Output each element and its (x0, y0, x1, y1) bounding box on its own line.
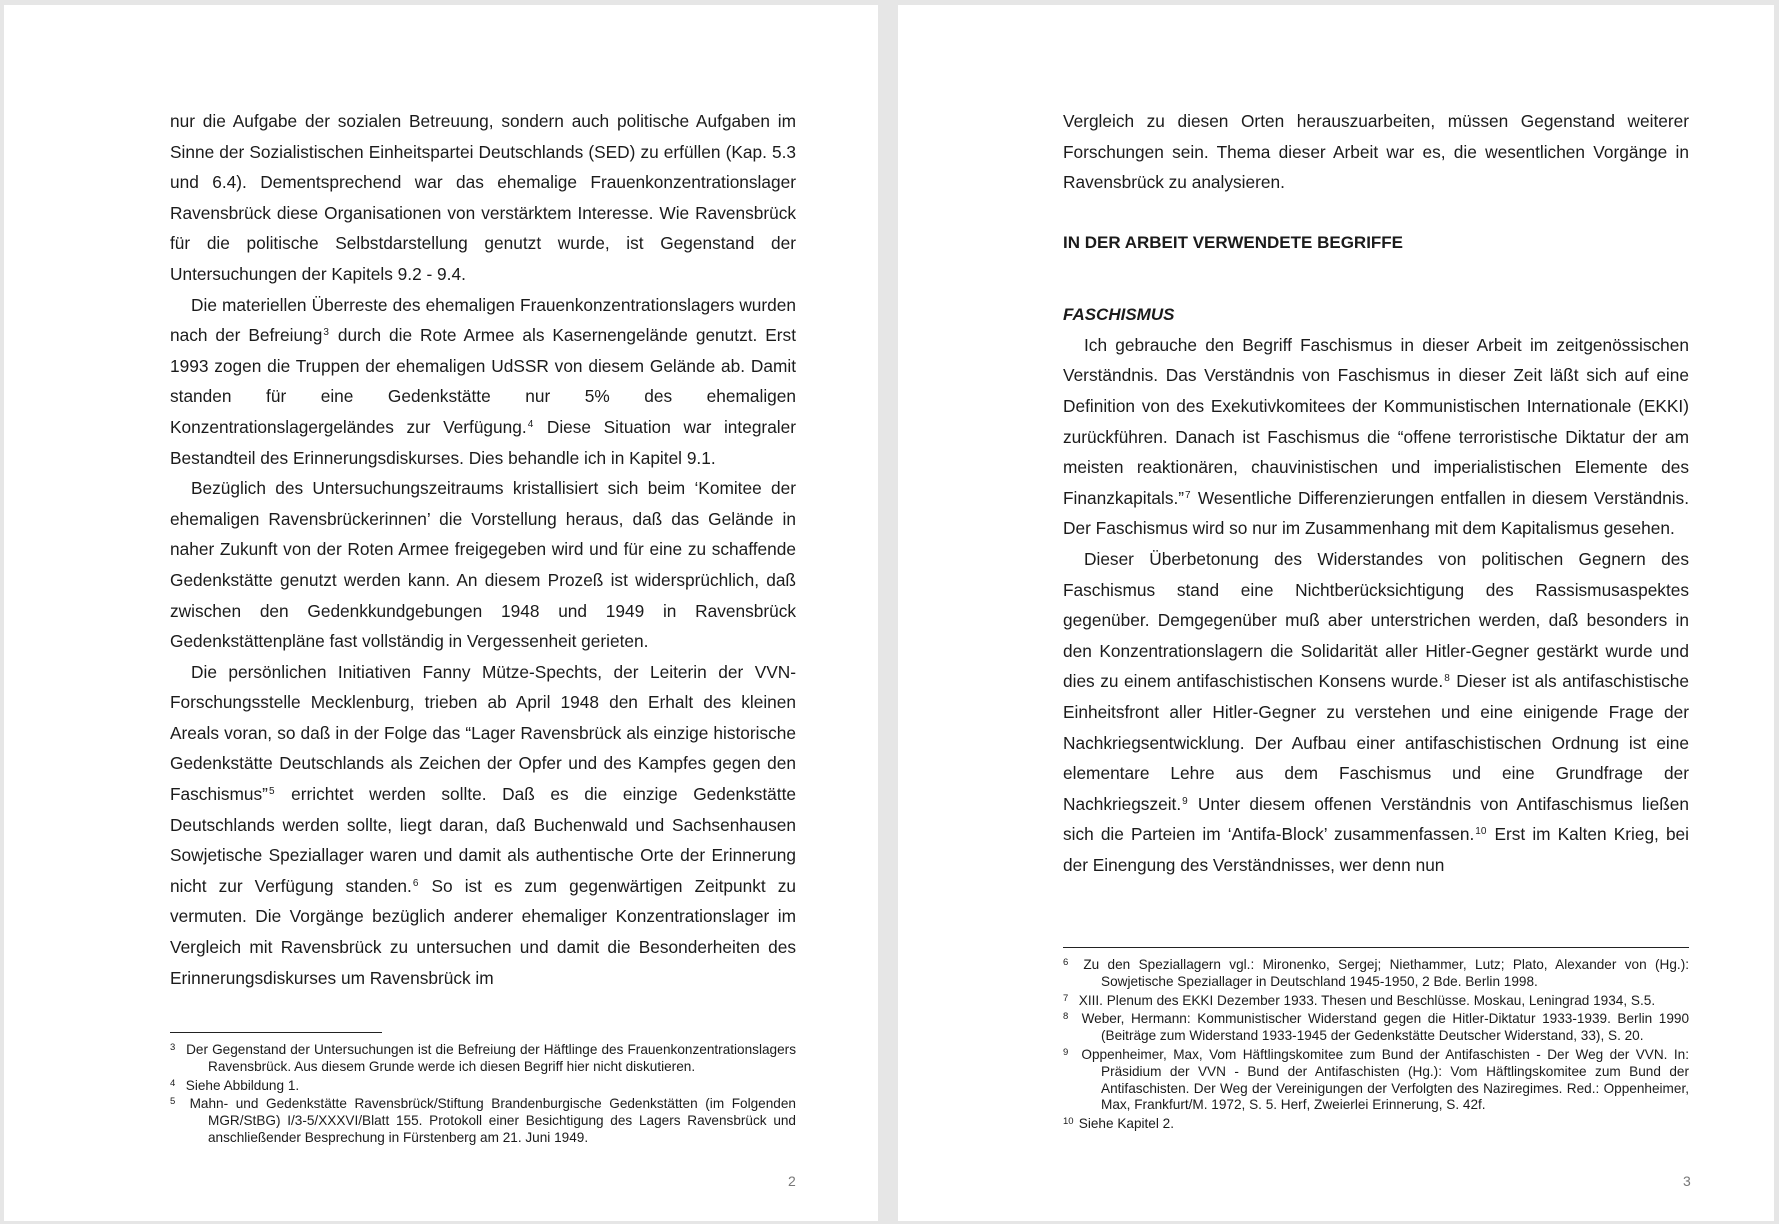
body-paragraph (170, 473, 796, 657)
paragraph-text: Dieser ist als antifaschistische Einheitsfront aller Hitler-Gegner zu verstehen und eine einigende Frage der Nachkriegsentwicklung. Der Aufbau einer antifaschistischen Ordnung ist eine elementare Lehre aus dem Faschismus und eine Grundfrage der Nachkriegszeit. (1063, 671, 1689, 814)
footnote-item (170, 1094, 796, 1146)
paragraph-text: Die persönlichen Initiativen Fanny Mütze-Spechts, der Leiterin der VVN-Forschungsstelle Mecklenburg, trieben ab April 1948 den Erhalt des kleinen Areals voran, so daß in der Folge das “Lager Ravensbrück als einzige historische Gedenkstätte Deutschlands als Zeichen der Opfer und des Kampfes gegen den Faschismus” (170, 661, 796, 805)
right-page-paragraphs (1063, 330, 1689, 881)
footnote-separator (170, 1032, 382, 1033)
right-page-body (1063, 106, 1689, 880)
paragraph-text: Ich gebrauche den Begriff Faschismus in dieser Arbeit im zeitgenössischen Verständnis. Das Verständnis von Faschismus in dieser Zeit läßt sich auf eine Definition von des Exekutivkomitees der Kommunistischen Internationale (EKKI) zurückführen. Danach ist Faschismus die “offene terroristische Diktatur der am meisten reaktionären, chauvinistischen und imperialistischen Elemente des Finanzkapitals.” (1063, 334, 1689, 508)
footnote-text: XIII. Plenum des EKKI Dezember 1933. Thesen und Beschlüsse. Moskau, Leningrad 1934, S.5. (1075, 992, 1656, 1008)
body-paragraph (170, 106, 796, 290)
footnote-number: 8 (1063, 1011, 1069, 1023)
footnote-reference[interactable]: 5 (268, 786, 275, 798)
footnote-item (1063, 955, 1689, 991)
footnote-text: Oppenheimer, Max, Vom Häftlingskomitee zum Bund der Antifaschisten - Der Weg der VVN. In: Präsidium der VVN - Bund der Antifaschisten (Hg.): Vom Häftlingskomitee zum Bund der Antifaschisten. Der Weg der Vereinigungen der Verfolgten des Naziregimes. Red.: Oppenheimer, Max, Frankfurt/M. 1972, S. 5. Herf, Zweierlei Erinnerung, S. 42f. (1075, 1046, 1689, 1113)
footnote-text: Der Gegenstand der Untersuchungen ist die Befreiung der Häftlinge des Frauenkonzentrationslagers Ravensbrück. Aus diesem Grunde werde ich diesen Begriff hier nicht diskutieren. (182, 1042, 796, 1074)
footnote-text: Zu den Speziallagern vgl.: Mironenko, Sergej; Niethammer, Lutz; Plato, Alexander von (Hg.): Sowjetische Speziallager in Deutschland 1945-1950, 2 Bde. Berlin 1998. (1075, 957, 1689, 989)
footnote-number: 3 (170, 1042, 176, 1053)
paragraph-text: Die materiellen Überreste des ehemaligen Frauenkonzentrationslagers wurden nach der Befreiung (170, 294, 796, 346)
paragraph-text: Diese Situation war integraler Bestandteil des Erinnerungsdiskurses. Dies behandle ich in Kapitel 9.1. (170, 416, 797, 468)
footnote-reference[interactable]: 6 (412, 877, 419, 889)
footnote-reference[interactable]: 8 (1444, 673, 1450, 685)
footnote-list (1063, 955, 1689, 1133)
footnote-reference[interactable]: 4 (527, 418, 534, 430)
right-page-footnotes (1063, 947, 1689, 1133)
paragraph-text: Erst im Kalten Krieg, bei der Einengung des Verständnisses, wer denn nun (1063, 824, 1690, 875)
body-paragraph (1063, 544, 1689, 881)
footnote-reference[interactable]: 3 (323, 327, 329, 339)
footnote-item (170, 1076, 796, 1095)
footnote-reference[interactable]: 7 (1185, 489, 1191, 501)
footnote-text: Siehe Kapitel 2. (1075, 1116, 1174, 1132)
footnote-reference[interactable]: 9 (1182, 795, 1188, 807)
paragraph-text: errichtet werden sollte. Daß es die einzige Gedenkstätte Deutschlands werden sollte, liegt daran, daß Buchenwald und Sachsenhausen Sowjetische Speziallager waren und damit als authentische Orte der Erinnerung nicht zur Verfügung standen. (170, 784, 796, 896)
footnote-item (1063, 1009, 1689, 1045)
footnote-number: 7 (1063, 992, 1069, 1004)
footnote-item (1063, 1045, 1689, 1114)
footnote-number: 5 (170, 1096, 176, 1108)
paragraph-text: Dieser Überbetonung des Widerstandes von politischen Gegnern des Faschismus stand eine Nichtberücksichtigung des Rassismusaspektes gegenüber. Demgegenüber muß aber unterstrichen werden, daß besonders in den Konzentrationslagern die Solidarität aller Hitler-Gegner gestärkt wurde und dies zu einem antifaschistischen Konsens wurde. (1063, 548, 1689, 692)
footnote-list (170, 1040, 796, 1147)
footnote-item (170, 1040, 796, 1076)
body-paragraph (170, 290, 796, 474)
footnote-separator (1063, 947, 1689, 948)
page-number: 2 (788, 1173, 796, 1189)
footnote-number: 9 (1063, 1046, 1069, 1058)
footnote-text: Mahn- und Gedenkstätte Ravensbrück/Stiftung Brandenburgische Gedenkstätten (im Folgenden MGR/StBG) I/3-5/XXXVI/Blatt 155. Protokoll einer Besichtigung des Lagers Ravensbrück und anschließender Besprechung in Fürstenberg am 21. Juni 1949. (182, 1096, 796, 1145)
body-paragraph (170, 657, 796, 994)
paragraph-text: Wesentliche Differenzierungen entfallen in diesem Verständnis. Der Faschismus wird so nur im Zusammenhang mit dem Kapitalismus gesehen. (1063, 487, 1689, 539)
intro-paragraph: Vergleich zu diesen Orten herauszuarbeiten, müssen Gegenstand weiterer Forschungen sein. Thema dieser Arbeit war es, die wesentlichen Vorgänge in Ravensbrück zu analysieren. (1063, 111, 1689, 193)
footnote-number: 6 (1063, 957, 1069, 968)
left-page-body (170, 106, 796, 993)
body-paragraph (1063, 330, 1689, 544)
footnote-item (1063, 991, 1689, 1010)
paragraph-text: Bezüglich des Untersuchungszeitraums kristallisiert sich beim ‘Komitee der ehemaligen Ravensbrückerinnen’ die Vorstellung heraus, daß das Gelände in naher Zukunft von der Roten Armee freigegeben wird und für eine zu schaffende Gedenkstätte genutzt werden kann. An diesem Prozeß ist widersprüchlich, daß zwischen den Gedenkkundgebungen 1948 und 1949 in Ravensbrück Gedenkstättenpläne fast vollständig in Vergessenheit gerieten. (170, 478, 796, 652)
footnote-reference[interactable]: 10 (1475, 826, 1487, 838)
document-page-left (4, 5, 878, 1221)
footnote-text: Siehe Abbildung 1. (182, 1077, 300, 1093)
footnote-number: 10 (1063, 1116, 1074, 1128)
document-page-right (898, 5, 1774, 1221)
subsection-heading: FASCHISMUS (1063, 304, 1175, 324)
footnote-number: 4 (170, 1077, 176, 1089)
footnote-text: Weber, Hermann: Kommunistischer Widerstand gegen die Hitler-Diktatur 1933-1939. Berlin 1990 (Beiträge zum Widerstand 1933-1945 der Gedenkstätte Deutscher Widerstand, 33), S. 20. (1075, 1011, 1689, 1044)
page-number: 3 (1683, 1173, 1691, 1189)
left-page-footnotes (170, 1032, 796, 1147)
section-heading: IN DER ARBEIT VERWENDETE BEGRIFFE (1063, 232, 1404, 252)
paragraph-text: durch die Rote Armee als Kasernengelände genutzt. Erst 1993 zogen die Truppen der ehemaligen UdSSR von diesem Gelände ab. Damit standen für eine Gedenkstätte nur 5% des ehemaligen Konzentrationslagergeländes zur Verfügung. (170, 325, 796, 437)
paragraph-text: So ist es zum gegenwärtigen Zeitpunkt zu vermuten. Die Vorgänge bezüglich anderer ehemaliger Konzentrationslager im Vergleich mit Ravensbrück zu untersuchen und damit die Besonderheiten des Erinnerungsdiskurses um Ravensbrück im (170, 875, 796, 988)
footnote-item (1063, 1114, 1689, 1133)
paragraph-text: nur die Aufgabe der sozialen Betreuung, sondern auch politische Aufgaben im Sinne der Sozialistischen Einheitspartei Deutschlands (SED) zu erfüllen (Kap. 5.3 und 6.4). Dementsprechend war das ehemalige Frauenkonzentrationslager Ravensbrück diese Organisationen von verstärktem Interesse. Wie Ravensbrück für die politische Selbstdarstellung genutzt wurde, ist Gegenstand der Untersuchungen der Kapitels 9.2 - 9.4. (170, 111, 796, 284)
paragraph-text: Unter diesem offenen Verständnis von Antifaschismus ließen sich die Parteien im ‘Antifa-Block’ zusammenfassen. (1063, 793, 1689, 845)
